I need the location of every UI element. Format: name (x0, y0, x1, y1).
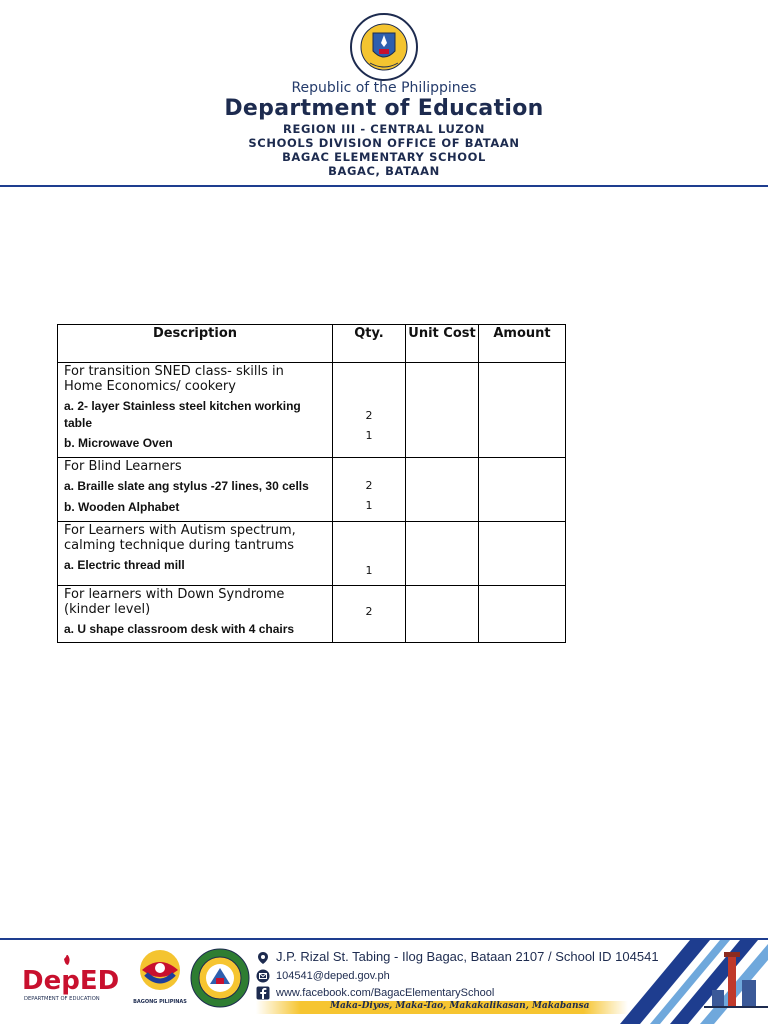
email-line (256, 969, 390, 983)
qty-value: 1 (365, 429, 373, 442)
qty-value: 2 (365, 479, 373, 492)
motto-text: Maka-Diyos, Maka-Tao, Makakalikasan, Makabansa (330, 1001, 590, 1011)
unit-cost-cell (406, 586, 479, 643)
amount-cell (479, 522, 566, 586)
division-line: SCHOOLS DIVISION OFFICE OF BATAAN (248, 136, 520, 150)
qty-cell (333, 522, 406, 586)
header-description: Description (58, 325, 333, 363)
deped-logo (20, 955, 124, 1005)
bagong-pilipinas-logo (132, 948, 188, 1006)
facebook-line (256, 986, 494, 1000)
group-title: For transition SNED class- skills in Home Economics/ cookery (64, 364, 284, 394)
amount-cell (479, 586, 566, 643)
address-line (256, 949, 659, 965)
header-qty: Qty. (333, 325, 406, 363)
amount-cell (479, 458, 566, 522)
items-table (57, 324, 566, 643)
header-unit-cost: Unit Cost (406, 325, 479, 363)
group-title: For Learners with Autism spectrum, calming technique during tantrums (64, 523, 296, 553)
qty-value: 2 (365, 409, 373, 422)
header-amount: Amount (479, 325, 566, 363)
facebook-text[interactable]: www.facebook.com/BagacElementarySchool (276, 986, 495, 999)
school-seal-logo (190, 948, 250, 1008)
region-line: REGION III - CENTRAL LUZON (283, 122, 485, 136)
table-row (58, 458, 566, 522)
school-line: BAGAC ELEMENTARY SCHOOL (282, 150, 486, 164)
header-divider (0, 185, 768, 187)
department-title: Department of Education (224, 96, 544, 121)
amount-cell (479, 363, 566, 458)
item-description: a. Braille slate ang stylus -27 lines, 30 cells (64, 479, 309, 493)
group-title: For Blind Learners (64, 459, 182, 474)
qty-value: 1 (365, 499, 373, 512)
qty-value: 2 (365, 605, 373, 618)
item-description: a. U shape classroom desk with 4 chairs (64, 622, 295, 636)
location-line: BAGAC, BATAAN (328, 164, 440, 178)
unit-cost-cell (406, 522, 479, 586)
deped-caption: DEPARTMENT OF EDUCATION (24, 996, 100, 1002)
table-header-row (58, 325, 566, 363)
table-row (58, 363, 566, 458)
description-cell (58, 586, 333, 643)
deped-seal-logo (346, 13, 422, 81)
item-description: b. Microwave Oven (64, 436, 173, 450)
republic-line: Republic of the Philippines (291, 80, 477, 96)
email-icon (256, 969, 270, 983)
qty-cell (333, 458, 406, 522)
description-cell (58, 522, 333, 586)
location-pin-icon (256, 951, 270, 965)
group-title: For learners with Down Syndrome (kinder level) (64, 587, 285, 617)
qty-cell (333, 586, 406, 643)
item-description: a. 2- layer Stainless steel kitchen working table (64, 399, 301, 430)
description-cell (58, 363, 333, 458)
table-row (58, 522, 566, 586)
item-description: a. Electric thread mill (64, 558, 185, 572)
email-text[interactable]: 104541@deped.gov.ph (276, 969, 390, 982)
description-cell (58, 458, 333, 522)
deped-wordmark: DepED (22, 966, 120, 996)
qty-cell (333, 363, 406, 458)
qty-value: 1 (365, 564, 373, 577)
facebook-icon (256, 986, 270, 1000)
address-text: J.P. Rizal St. Tabing - Ilog Bagac, Bataan 2107 / School ID 104541 (276, 949, 659, 964)
unit-cost-cell (406, 458, 479, 522)
bagong-pilipinas-caption: BAGONG PILIPINAS (133, 999, 187, 1005)
unit-cost-cell (406, 363, 479, 458)
table-row (58, 586, 566, 643)
footer-stripe-graphic (600, 940, 768, 1024)
item-description: b. Wooden Alphabet (64, 500, 180, 514)
